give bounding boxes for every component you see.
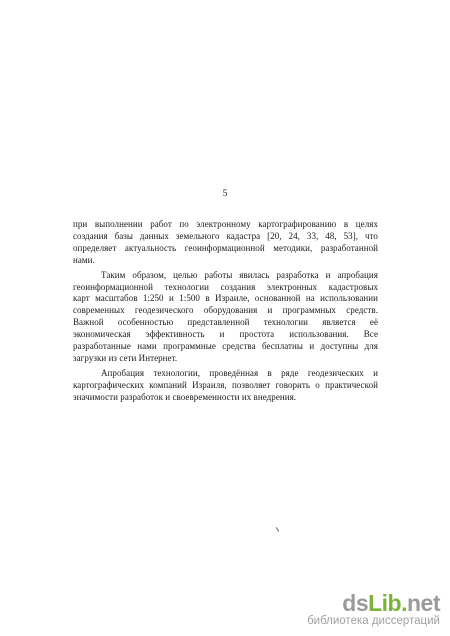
logo-net-text: net [407,590,440,616]
body-text [73,219,378,407]
text-line: Таким образом, целью работы явилась разработка и апробация [101,269,378,280]
text-line: определяет актуальность геоинформационной методики, разработанной [73,242,378,253]
paragraph-1 [73,219,378,267]
text-line: карт масштабов 1:250 и 1:500 в Израиле, основанной на использовании [73,293,378,304]
text-line: загрузки из сети Интернет. [73,352,178,363]
text-line: картографических компаний Израиля, позволяет говорить о практической [73,379,378,390]
paragraph-2 [73,270,378,365]
logo-lib-text: Lib [368,590,402,616]
logo-ds-text: ds [342,590,369,616]
text-line: разработанные нами программные средства бесплатны и доступны для [73,341,378,352]
text-line: современных геодезического оборудования и программных средств. [73,305,378,316]
dslib-watermark[interactable] [307,591,440,628]
logo-dot-text: . [401,590,407,616]
text-line: экономическая эффективность и простота использования. Все [73,329,378,340]
text-line: значимости разработок и своевременности их внедрения. [73,391,297,402]
logo-subtitle: библиотека диссертаций [307,615,440,627]
page-number: 5 [222,189,228,199]
paragraph-3 [73,368,378,404]
text-line: Важной особенностью представленной технологии является её [73,317,378,328]
text-line: при выполнении работ по электронному картографированию в целях [73,219,378,229]
text-line: Апробация технологии, проведённая в ряде геодезических и [101,367,378,378]
text-line: геоинформационной технологии создания электронных кадастровых [73,281,378,292]
scan-mark [276,527,279,532]
dslib-logo[interactable] [307,591,440,615]
text-line: создания базы данных земельного кадастра [20, 24, 33, 48, 53], что [73,230,378,241]
text-line: нами. [73,254,95,265]
